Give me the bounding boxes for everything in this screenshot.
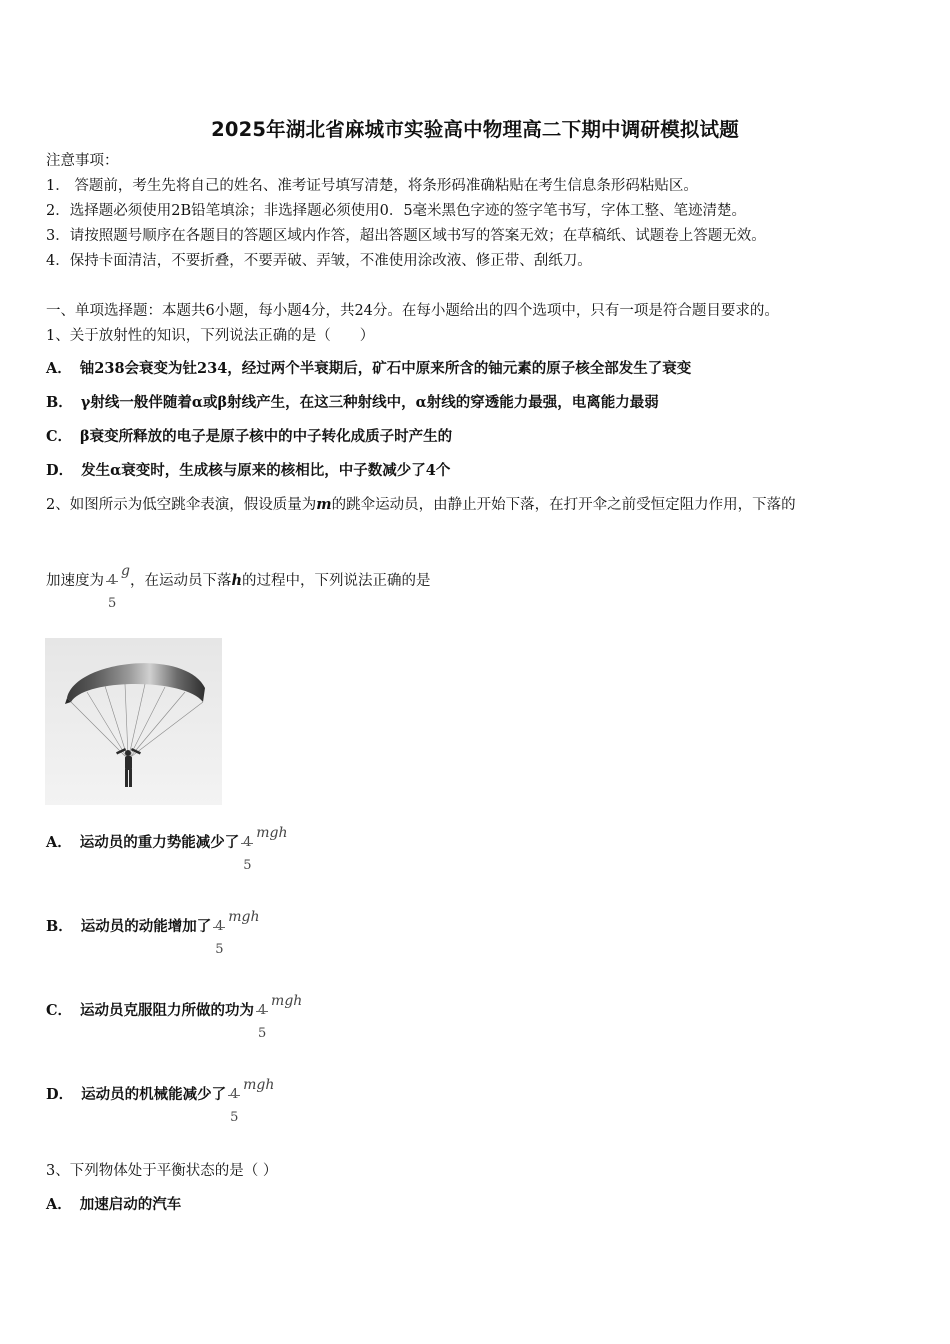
stem-text: 的跳伞运动员，由静止开始下落，在打开伞之前受恒定阻力作用，下落的 — [331, 497, 796, 513]
fraction: 4 5 — [108, 573, 117, 611]
option-letter: C． — [46, 428, 73, 445]
mass-variable: m — [316, 496, 332, 513]
question-2-acceleration — [46, 560, 431, 611]
fraction: 4 5 — [230, 1087, 239, 1125]
math-expression: mgh — [256, 825, 288, 841]
page-title: 2025年湖北省麻城市实验高中物理高二下期中调研模拟试题 — [211, 118, 739, 141]
stem-text: ，在运动员下落 — [129, 573, 232, 589]
question-1-option-d — [46, 461, 450, 481]
option-text: 铀238会衰变为钍234，经过两个半衰期后，矿石中原来所含的铀元素的原子核全部发生了衰变 — [79, 360, 692, 377]
notice-item: 4．保持卡面清洁，不要折叠，不要弄破、弄皱，不准使用涂改液、修正带、刮纸刀。 — [46, 253, 592, 269]
option-letter: A． — [46, 834, 72, 851]
question-1-stem: 1、关于放射性的知识，下列说法正确的是（ ） — [46, 328, 375, 344]
math-expression: mgh — [271, 993, 303, 1009]
notice-item: 3．请按照题号顺序在各题目的答题区域内作答，超出答题区域书写的答案无效；在草稿纸、试题卷上答题无效。 — [46, 228, 766, 244]
option-text: γ射线一般伴随着α或β射线产生，在这三种射线中，α射线的穿透能力最强，电离能力最弱 — [80, 394, 659, 411]
question-2-stem — [46, 495, 796, 515]
option-text: 运动员的动能增加了 — [80, 918, 212, 935]
question-2-option-c — [46, 990, 303, 1041]
fraction: 4 5 — [258, 1003, 267, 1041]
math-expression: mgh — [243, 1077, 275, 1093]
question-3-stem: 3、下列物体处于平衡状态的是（ ） — [46, 1163, 278, 1179]
question-2-option-a — [46, 822, 288, 873]
parachutist-image — [45, 638, 222, 805]
accel-label: 加速度为 — [46, 573, 104, 589]
math-expression: mgh — [228, 909, 260, 925]
option-letter: C． — [46, 1002, 73, 1019]
option-letter: A． — [46, 1196, 72, 1213]
question-1-option-c — [46, 427, 452, 447]
fraction: 4 5 — [243, 835, 252, 873]
fraction: 4 5 — [215, 919, 224, 957]
option-text: 加速启动的汽车 — [79, 1196, 182, 1213]
option-letter: B． — [46, 394, 73, 411]
option-letter: D． — [46, 462, 74, 479]
option-letter: B． — [46, 918, 73, 935]
height-variable: h — [231, 572, 243, 589]
stem-text: 的过程中，下列说法正确的是 — [242, 573, 431, 589]
option-text: 运动员的机械能减少了 — [81, 1086, 227, 1103]
question-1-option-b — [46, 393, 659, 413]
option-text: 运动员的重力势能减少了 — [79, 834, 240, 851]
math-variable: g — [121, 563, 130, 579]
option-letter: A． — [46, 360, 72, 377]
question-2-option-d — [46, 1074, 275, 1125]
stem-text: 2、如图所示为低空跳伞表演，假设质量为 — [46, 497, 317, 513]
option-text: β衰变所释放的电子是原子核中的中子转化成质子时产生的 — [80, 428, 453, 445]
question-1-option-a — [46, 359, 691, 379]
option-text: 发生α衰变时，生成核与原来的核相比，中子数减少了4个 — [81, 462, 451, 479]
notice-item: 2．选择题必须使用2B铅笔填涂；非选择题必须使用0．5毫米黑色字迹的签字笔书写，字体工整、笔迹清楚。 — [46, 203, 747, 219]
section-heading: 一、单项选择题：本题共6小题，每小题4分，共24分。在每小题给出的四个选项中，只有一项是符合题目要求的。 — [46, 303, 779, 319]
notice-item: 1． 答题前，考生先将自己的姓名、准考证号填写清楚，将条形码准确粘贴在考生信息条形码粘贴区。 — [46, 178, 698, 194]
option-letter: D． — [46, 1086, 74, 1103]
option-text: 运动员克服阻力所做的功为 — [80, 1002, 255, 1019]
question-3-option-a — [46, 1195, 181, 1215]
notice-heading: 注意事项： — [46, 153, 119, 169]
question-2-option-b — [46, 906, 260, 957]
